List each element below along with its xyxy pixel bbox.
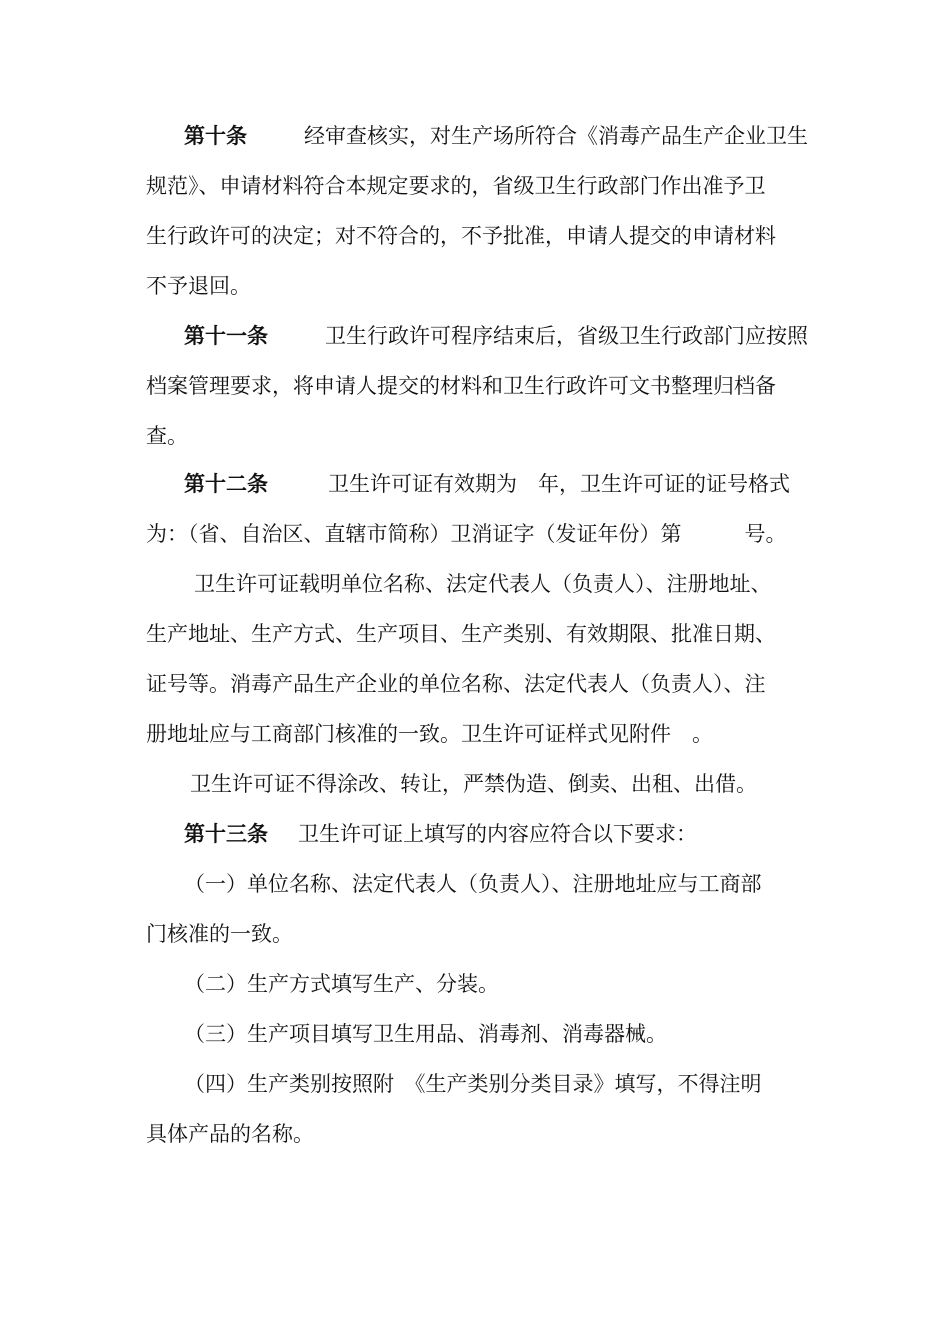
article-11-line-2 [146, 368, 808, 404]
paragraph-text: 具体产品的名称。 [146, 1122, 314, 1146]
paragraph-text: 生行政许可的决定；对不符合的，不予批准，申请人提交的申请材料 [146, 224, 776, 248]
article-11-line-1 [184, 318, 808, 354]
item-2 [184, 966, 808, 1002]
paragraph-text: 证号等。消毒产品生产企业的单位名称、法定代表人（负责人）、注 [146, 672, 766, 696]
article-12-line-2 [146, 516, 808, 552]
article-10-line-3 [146, 218, 808, 254]
paragraph-text: （二）生产方式填写生产、分装。 [184, 972, 499, 996]
article-12-para2-line-2 [146, 616, 808, 652]
paragraph-text: 卫生许可证不得涂改、转让，严禁伪造、倒卖、出租、出借。 [190, 772, 757, 796]
article-13-line-1 [184, 816, 808, 852]
paragraph-text: 查。 [146, 424, 188, 448]
article-12-line-1 [184, 466, 790, 502]
item-3 [184, 1016, 808, 1052]
article-10-line-2 [146, 168, 808, 204]
item-1-line-2 [146, 916, 808, 952]
paragraph-text: （三）生产项目填写卫生用品、消毒剂、消毒器械。 [184, 1022, 667, 1046]
item-1-line-1 [184, 866, 808, 902]
paragraph-text: 门核准的一致。 [146, 922, 293, 946]
paragraph-text: 卫生许可证上填写的内容应符合以下要求： [298, 822, 697, 846]
paragraph-text: （四）生产类别按照附 《生产类别分类目录》填写，不得注明 [184, 1072, 762, 1096]
article-12-para2-line-1 [194, 566, 808, 602]
article-heading: 第十条 [184, 123, 247, 148]
article-12-para3 [190, 766, 808, 802]
paragraph-text: 卫生许可证载明单位名称、法定代表人（负责人）、注册地址、 [194, 572, 772, 596]
paragraph-text: 规范》、申请材料符合本规定要求的，省级卫生行政部门作出准予卫 [146, 174, 766, 198]
item-4-line-1 [184, 1066, 808, 1102]
paragraph-text: （一）单位名称、法定代表人（负责人）、注册地址应与工商部 [184, 872, 762, 896]
paragraph-text: 不予退回。 [146, 274, 251, 298]
article-12-para2-line-4 [146, 716, 808, 752]
item-4-line-2 [146, 1116, 808, 1152]
paragraph-text: 册地址应与工商部门核准的一致。卫生许可证样式见附件 。 [146, 722, 713, 746]
paragraph-text: 档案管理要求，将申请人提交的材料和卫生行政许可文书整理归档备 [146, 374, 776, 398]
article-10-line-4 [146, 268, 808, 304]
paragraph-text: 卫生行政许可程序结束后，省级卫生行政部门应按照 [325, 324, 808, 348]
paragraph-text: 为：（省、自治区、直辖市简称）卫消证字（发证年份）第 号。 [146, 522, 787, 546]
paragraph-text: 生产地址、生产方式、生产项目、生产类别、有效期限、批准日期、 [146, 622, 776, 646]
paragraph-text: 卫生许可证有效期为 年，卫生许可证的证号格式 [328, 472, 790, 496]
article-heading: 第十一条 [184, 323, 268, 348]
article-11-line-3 [146, 418, 808, 454]
article-heading: 第十三条 [184, 821, 268, 846]
article-10-line-1 [184, 118, 808, 154]
article-heading: 第十二条 [184, 471, 268, 496]
article-12-para2-line-3 [146, 666, 808, 702]
paragraph-text: 经审查核实，对生产场所符合《消毒产品生产企业卫生 [304, 124, 808, 148]
